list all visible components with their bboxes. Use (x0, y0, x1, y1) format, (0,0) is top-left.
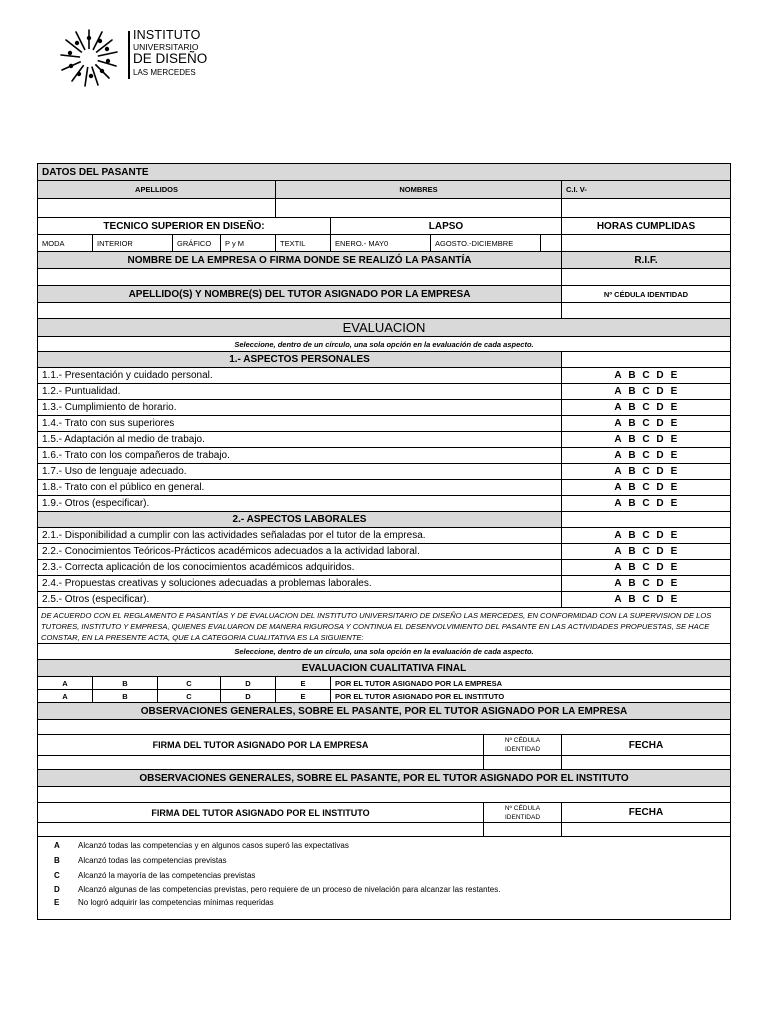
grade-b[interactable]: B (628, 594, 636, 605)
cedula-line2: IDENTIDAD (504, 813, 541, 821)
grade-a[interactable]: A (614, 418, 622, 429)
grade-d[interactable]: D (656, 530, 664, 541)
nombres-field[interactable] (276, 199, 562, 218)
grade-b[interactable]: B (628, 466, 636, 477)
grade-b[interactable]: B (628, 450, 636, 461)
laboral-item-3: 2.3.- Correcta aplicación de los conocimientos académicos adquiridos. (38, 560, 562, 576)
grade-a[interactable]: A (614, 466, 622, 477)
firma-instituto-field[interactable] (38, 823, 484, 837)
personal-item-7: 1.7.- Uso de lenguaje adecuado. (38, 464, 562, 480)
grade-d[interactable]: D (656, 370, 664, 381)
obs-empresa-field[interactable] (38, 720, 730, 735)
grade-b[interactable]: B (628, 434, 636, 445)
grade-e[interactable]: E (670, 402, 678, 413)
personal-grades-1[interactable] (562, 368, 730, 384)
obs-instituto-field[interactable] (38, 787, 730, 803)
laboral-item-4: 2.4.- Propuestas creativas y soluciones adecuadas a problemas laborales. (38, 576, 562, 592)
personal-item-8: 1.8.- Trato con el público en general. (38, 480, 562, 496)
firma-empresa-label: FIRMA DEL TUTOR ASIGNADO POR LA EMPRESA (38, 735, 484, 756)
grade-a[interactable]: A (614, 482, 622, 493)
grade-e[interactable]: E (670, 578, 678, 589)
personal-grades-6[interactable] (562, 448, 730, 464)
laboral-grades-2[interactable] (562, 544, 730, 560)
grade-c[interactable]: C (642, 482, 650, 493)
rif-field[interactable] (562, 269, 730, 286)
option-pym[interactable]: P y M (221, 235, 276, 252)
legend-text: Alcanzó la mayoría de las competencias previstas (78, 871, 256, 880)
grade-e[interactable]: E (670, 530, 678, 541)
legend-row (38, 898, 730, 907)
obs-instituto-title: OBSERVACIONES GENERALES, SOBRE EL PASANTE, POR EL TUTOR ASIGNADO POR EL INSTITUTO (38, 770, 730, 787)
grade-b[interactable]: B (628, 402, 636, 413)
logo-line2: UNIVERSITARIO (133, 42, 199, 52)
acta-paragraph: DE ACUERDO CON EL REGLAMENTO E PASANTÍAS Y DE EVALUACION DEL INSTITUTO UNIVERSITARIO DE DISEÑO LAS MERCEDES, EN CONFORMIDAD CON LA SUPERVISION DE LOS TUTORES, INSTITUTO Y EMPRESA, QUIENES EVALUARON DE MANERA RIGUROSA Y CONTINUA EL DESENVOLVIMIENTO DEL PASANTE EN LAS ACTIVIDADES PROPUESTAS, SE HACE CONSTAR, EN LA PRESENTE ACTA, QUE LA CATEGORIA CUALITATIVA ES LA SIGUIENTE: (38, 608, 730, 644)
firma-empresa-fecha-label: FECHA (562, 735, 730, 756)
logo-line1: INSTITUTO (133, 28, 201, 42)
grade-c[interactable]: C (642, 498, 650, 509)
legend-text: Alcanzó algunas de las competencias previstas, pero requiere de un proceso de nivelación para alcanzar las restantes. (78, 885, 501, 894)
grade-c[interactable]: C (642, 450, 650, 461)
grade-d[interactable]: D (656, 498, 664, 509)
personal-item-3: 1.3.- Cumplimiento de horario. (38, 400, 562, 416)
final-grade-c[interactable]: C (158, 677, 221, 690)
option-grafico[interactable]: GRÁFICO (173, 235, 221, 252)
grade-b[interactable]: B (628, 578, 636, 589)
final-title: EVALUACION CUALITATIVA FINAL (38, 660, 730, 677)
legend-key: C (54, 871, 60, 880)
grade-c[interactable]: C (642, 370, 650, 381)
final-grade-e[interactable]: E (276, 677, 331, 690)
evaluacion-instruction: Seleccione, dentro de un círculo, una sola opción en la evaluación de cada aspecto. (38, 337, 730, 352)
personales-title: 1.- ASPECTOS PERSONALES (38, 352, 562, 368)
firma-instituto-fecha-field[interactable] (562, 823, 730, 837)
firma-instituto-cedula-field[interactable] (484, 823, 562, 837)
personales-title-blank (562, 352, 730, 368)
final-row-label-2: POR EL TUTOR ASIGNADO POR EL INSTITUTO (331, 690, 730, 703)
personal-item-1: 1.1.- Presentación y cuidado personal. (38, 368, 562, 384)
firma-empresa-cedula-label (484, 735, 562, 756)
grade-d[interactable]: D (656, 482, 664, 493)
grade-e[interactable]: E (670, 546, 678, 557)
final-grade-c[interactable]: C (158, 690, 221, 703)
grade-e[interactable]: E (670, 482, 678, 493)
final-grade-a[interactable]: A (38, 690, 93, 703)
final-grade-a[interactable]: A (38, 677, 93, 690)
grade-c[interactable]: C (642, 402, 650, 413)
grade-e[interactable]: E (670, 594, 678, 605)
legend-key: E (54, 898, 60, 907)
empresa-nombre-label: NOMBRE DE LA EMPRESA O FIRMA DONDE SE REALIZÓ LA PASANTÍA (38, 252, 562, 269)
personal-grades-7[interactable] (562, 464, 730, 480)
grade-e[interactable]: E (670, 418, 678, 429)
cedula-label: Nº CÉDULA IDENTIDAD (562, 286, 730, 303)
horas-title: HORAS CUMPLIDAS (562, 218, 730, 235)
grade-a[interactable]: A (614, 530, 622, 541)
legend-key: D (54, 885, 60, 894)
grade-e[interactable]: E (670, 450, 678, 461)
option-textil[interactable]: TEXTIL (276, 235, 331, 252)
tecnico-title: TECNICO SUPERIOR EN DISEÑO: (38, 218, 331, 235)
grade-d[interactable]: D (656, 418, 664, 429)
grade-b[interactable]: B (628, 498, 636, 509)
personal-grades-5[interactable] (562, 432, 730, 448)
cedula-line1: Nº CÉDULA (504, 737, 541, 744)
legend-row (38, 856, 730, 865)
logo-divider (128, 31, 130, 79)
grade-a[interactable]: A (614, 594, 622, 605)
grade-a[interactable]: A (614, 450, 622, 461)
grade-c[interactable]: C (642, 434, 650, 445)
grade-c[interactable]: C (642, 386, 650, 397)
grade-b[interactable]: B (628, 562, 636, 573)
nombres-label: NOMBRES (276, 181, 562, 199)
legend-row (38, 885, 730, 894)
grade-b[interactable]: B (628, 370, 636, 381)
evaluacion-title: EVALUACION (38, 319, 730, 337)
final-grade-b[interactable]: B (93, 690, 158, 703)
grade-e[interactable]: E (670, 562, 678, 573)
laboral-grades-1[interactable] (562, 528, 730, 544)
lapso-title: LAPSO (331, 218, 562, 235)
grade-e[interactable]: E (670, 434, 678, 445)
grade-d[interactable]: D (656, 450, 664, 461)
grade-b[interactable]: B (628, 482, 636, 493)
obs-empresa-title: OBSERVACIONES GENERALES, SOBRE EL PASANTE, POR EL TUTOR ASIGNADO POR LA EMPRESA (38, 703, 730, 720)
grade-a[interactable]: A (614, 546, 622, 557)
final-grade-d[interactable]: D (221, 677, 276, 690)
personal-grades-8[interactable] (562, 480, 730, 496)
ci-label: C.I. V- (562, 181, 730, 199)
personal-item-6: 1.6.- Trato con los compañeros de trabajo. (38, 448, 562, 464)
personal-grades-2[interactable] (562, 384, 730, 400)
personal-grades-9[interactable] (562, 496, 730, 512)
grade-a[interactable]: A (614, 386, 622, 397)
horas-field[interactable] (562, 235, 730, 252)
grade-a[interactable]: A (614, 562, 622, 573)
acta-instruction: Seleccione, dentro de un círculo, una sola opción en la evaluación de cada aspecto. (38, 644, 730, 660)
final-grade-b[interactable]: B (93, 677, 158, 690)
legend-key: B (54, 856, 60, 865)
grade-d[interactable]: D (656, 562, 664, 573)
personal-item-4: 1.4.- Trato con sus superiores (38, 416, 562, 432)
grade-e[interactable]: E (670, 370, 678, 381)
laborales-title-blank (562, 512, 730, 528)
grade-e[interactable]: E (670, 466, 678, 477)
personal-item-2: 1.2.- Puntualidad. (38, 384, 562, 400)
legend-text: No logró adquirir las competencias mínimas requeridas (78, 898, 274, 907)
grade-d[interactable]: D (656, 546, 664, 557)
grade-d[interactable]: D (656, 402, 664, 413)
legend-text: Alcanzó todas las competencias previstas (78, 856, 227, 865)
tutor-empresa-label: APELLIDO(S) Y NOMBRE(S) DEL TUTOR ASIGNADO POR LA EMPRESA (38, 286, 562, 303)
laboral-item-1: 2.1.- Disponibilidad a cumplir con las actividades señaladas por el tutor de la empresa. (38, 528, 562, 544)
final-grade-e[interactable]: E (276, 690, 331, 703)
personal-item-5: 1.5.- Adaptación al medio de trabajo. (38, 432, 562, 448)
grade-c[interactable]: C (642, 594, 650, 605)
rif-label: R.I.F. (562, 252, 730, 269)
grade-d[interactable]: D (656, 466, 664, 477)
final-row-label-1: POR EL TUTOR ASIGNADO POR LA EMPRESA (331, 677, 730, 690)
grade-b[interactable]: B (628, 418, 636, 429)
grade-a[interactable]: A (614, 370, 622, 381)
grade-d[interactable]: D (656, 594, 664, 605)
grade-a[interactable]: A (614, 434, 622, 445)
firma-instituto-fecha-label: FECHA (562, 803, 730, 823)
grade-c[interactable]: C (642, 578, 650, 589)
laboral-grades-3[interactable] (562, 560, 730, 576)
grade-b[interactable]: B (628, 386, 636, 397)
laboral-item-5: 2.5.- Otros (especificar). (38, 592, 562, 608)
legend-row (38, 841, 730, 850)
firma-empresa-field[interactable] (38, 756, 484, 770)
firma-empresa-fecha-field[interactable] (562, 756, 730, 770)
evaluation-form (37, 163, 731, 920)
legend-row (38, 871, 730, 880)
lapso-enero-mayo[interactable]: ENERO.- MAY0 (331, 235, 431, 252)
grade-c[interactable]: C (642, 530, 650, 541)
grade-c[interactable]: C (642, 562, 650, 573)
cedula-line1: Nº CÉDULA (504, 804, 541, 812)
logo-line3: DE DISEÑO (133, 51, 208, 66)
grade-c[interactable]: C (642, 546, 650, 557)
laborales-title: 2.- ASPECTOS LABORALES (38, 512, 562, 528)
grade-b[interactable]: B (628, 546, 636, 557)
grade-a[interactable]: A (614, 578, 622, 589)
option-moda[interactable]: MODA (38, 235, 93, 252)
laboral-item-2: 2.2.- Conocimientos Teóricos-Prácticos académicos adecuados a la actividad laboral. (38, 544, 562, 560)
datos-header: DATOS DEL PASANTE (38, 164, 730, 181)
legend-text: Alcanzó todas las competencias y en algunos casos superó las expectativas (78, 841, 349, 850)
grade-d[interactable]: D (656, 578, 664, 589)
sunburst-logo-icon (58, 28, 120, 88)
grade-c[interactable]: C (642, 466, 650, 477)
firma-instituto-label: FIRMA DEL TUTOR ASIGNADO POR EL INSTITUTO (38, 803, 484, 823)
grade-d[interactable]: D (656, 434, 664, 445)
grade-a[interactable]: A (614, 402, 622, 413)
cedula-field[interactable] (562, 303, 730, 319)
apellidos-field[interactable] (38, 199, 276, 218)
lapso-agosto-diciembre[interactable]: AGOSTO.-DICIEMBRE (431, 235, 541, 252)
personal-grades-3[interactable] (562, 400, 730, 416)
grade-b[interactable]: B (628, 530, 636, 541)
option-interior[interactable]: INTERIOR (93, 235, 173, 252)
empresa-nombre-field[interactable] (38, 269, 562, 286)
personal-grades-4[interactable] (562, 416, 730, 432)
cedula-line2: IDENTIDAD (504, 746, 541, 753)
firma-instituto-cedula-label (484, 803, 562, 823)
firma-empresa-cedula-field[interactable] (484, 756, 562, 770)
grade-d[interactable]: D (656, 386, 664, 397)
grade-c[interactable]: C (642, 418, 650, 429)
apellidos-label: APELLIDOS (38, 181, 276, 199)
final-grade-d[interactable]: D (221, 690, 276, 703)
grade-e[interactable]: E (670, 498, 678, 509)
laboral-grades-5[interactable] (562, 592, 730, 608)
grade-e[interactable]: E (670, 386, 678, 397)
ci-field[interactable] (562, 199, 730, 218)
logo-line4: LAS MERCEDES (133, 68, 196, 77)
personal-item-9: 1.9.- Otros (especificar). (38, 496, 562, 512)
tutor-empresa-field[interactable] (38, 303, 562, 319)
grade-a[interactable]: A (614, 498, 622, 509)
lapso-blank-cell[interactable] (541, 235, 562, 252)
laboral-grades-4[interactable] (562, 576, 730, 592)
legend-key: A (54, 841, 60, 850)
institute-logo (58, 28, 218, 88)
